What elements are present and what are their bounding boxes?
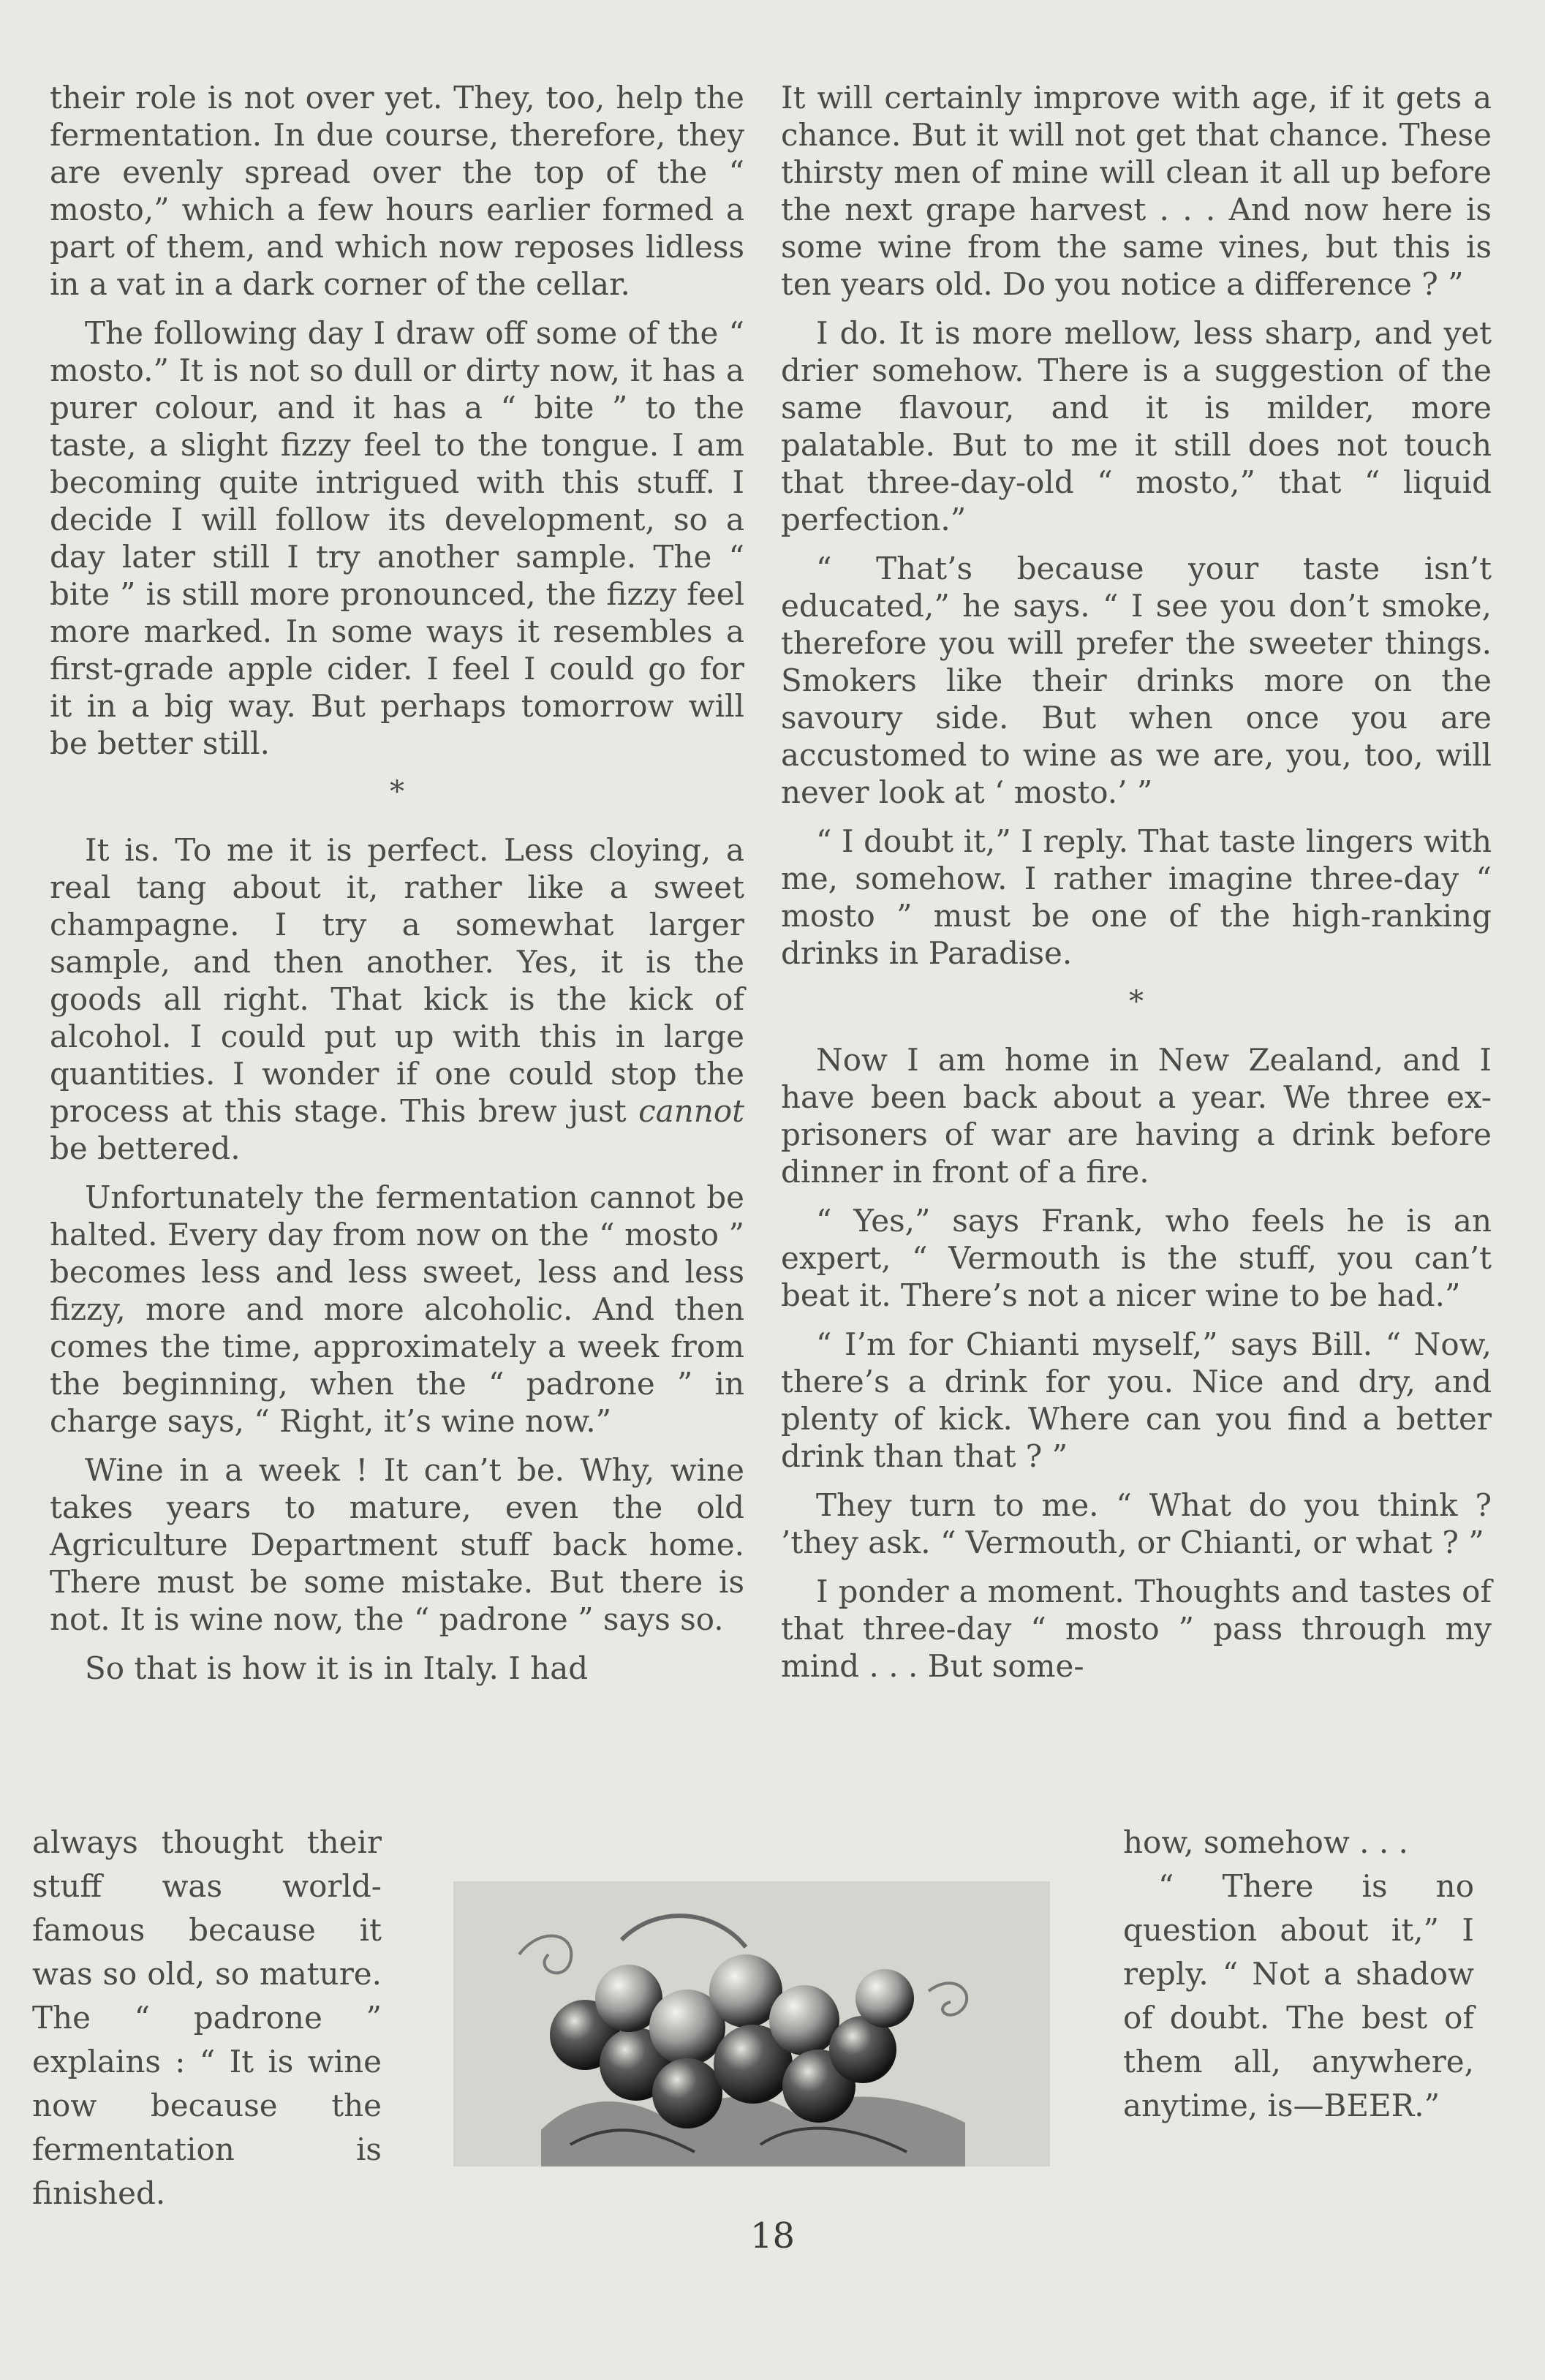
paragraph: “ That’s because your taste isn’t educated,” he says. “ I see you don’t smoke, therefore you will prefer the sweeter things. Smokers like their drinks more on the savoury side. But when once you are accustomed to wine as we are, you, too, will never look at ‘ mosto.’ ” xyxy=(781,551,1492,810)
paragraph: Wine in a week ! It can’t be. Why, wine takes years to mature, even the old Agriculture Department stuff back home. There must be some mistake. But there is not. It is wine now, the “ padrone ” says so. xyxy=(50,1452,744,1637)
paragraph: So that is how it is in Italy. I had xyxy=(85,1650,589,1686)
wrapped-text-right xyxy=(1123,1821,1474,2128)
section-break: * xyxy=(390,775,404,809)
left-column xyxy=(50,79,744,1699)
paragraph: They turn to me. “ What do you think ? ’they ask. “ Vermouth, or Chianti, or what ? ” xyxy=(781,1487,1492,1560)
paragraph xyxy=(50,831,744,1167)
paragraph: It will certainly improve with age, if it gets a chance. But it will not get that chance. These thirsty men of mine will clean it all up before the next grape harvest . . . And now here is some wine from the same vines, but this is ten years old. Do you notice a difference ? ” xyxy=(781,80,1492,302)
paragraph: “ Yes,” says Frank, who feels he is an expert, “ Vermouth is the stuff, you can’t beat it. There’s not a nicer wine to be had.” xyxy=(781,1203,1492,1313)
paragraph: “ There is no question about it,” I reply. “ Not a shadow of doubt. The best of them all, anywhere, anytime, is—BEER.” xyxy=(1123,1868,1474,2123)
paragraph: I ponder a moment. Thoughts and tastes of that three-day “ mosto ” pass through my mind . . . But some- xyxy=(781,1574,1492,1684)
text-run: It is. To me it is perfect. Less cloying, a real tang about it, rather like a sweet champagne. I try a somewhat larger sample, and then another. Yes, it is the goods all right. That kick is the kick of alcohol. I could put up with this in large quantities. I wonder if one could stop the process at this stage. This brew just xyxy=(50,832,744,1129)
text-run: be bettered. xyxy=(50,1130,241,1166)
paragraph: I do. It is more mellow, less sharp, and yet drier somehow. There is a suggestion of the same flavour, and it is milder, more palatable. But to me it still does not touch that three-day-old “ mosto,” that “ liquid perfection.” xyxy=(781,315,1492,537)
paragraph: their role is not over yet. They, too, help the fermentation. In due course, therefore, they are evenly spread over the top of the “ mosto,” which a few hours earlier formed a part of them, and which now reposes lidless in a vat in a dark corner of the cellar. xyxy=(50,80,744,302)
paragraph: The following day I draw off some of the “ mosto.” It is not so dull or dirty now, it has a purer colour, and it has a “ bite ” to the taste, a slight fizzy feel to the tongue. I am becoming quite intrigued with this stuff. I decide I will follow its development, so a day later still I try another sample. The “ bite ” is still more pronounced, the fizzy feel more marked. In some ways it resembles a first-grade apple cider. I feel I could go for it in a big way. But perhaps tomorrow will be better still. xyxy=(50,315,744,761)
paragraph: “ I doubt it,” I reply. That taste lingers with me, somehow. I rather imagine three-day “ mosto ” must be one of the high-ranking drinks in Paradise. xyxy=(781,823,1492,971)
emphasis: cannot xyxy=(638,1093,744,1129)
grapes-illustration xyxy=(453,1881,1050,2166)
paragraph: Unfortunately the fermentation cannot be halted. Every day from now on the “ mosto ” becomes less and less sweet, less and less fizzy, more and more alcoholic. And then comes the time, approximately a week from the beginning, when the “ padrone ” in charge says, “ Right, it’s wine now.” xyxy=(50,1179,744,1439)
paragraph: Now I am home in New Zealand, and I have been back about a year. We three ex-prisoners of war are having a drink before dinner in front of a fire. xyxy=(781,1042,1492,1190)
paragraph: “ I’m for Chianti myself,” says Bill. “ Now, there’s a drink for you. Nice and dry, and plenty of kick. Where can you find a better drink than that ? ” xyxy=(781,1326,1492,1474)
grapes-icon xyxy=(453,1881,1050,2166)
right-column xyxy=(781,79,1492,1696)
paragraph-continuation: how, somehow . . . xyxy=(1123,1824,1408,1860)
wrapped-text-left: always thought their stuff was world-famous because it was so old, so mature. The “ padrone ” explains : “ It is wine now because the fermentation is finished. xyxy=(32,1824,382,2211)
section-break: * xyxy=(1129,985,1144,1019)
page-number: 18 xyxy=(749,2215,796,2256)
